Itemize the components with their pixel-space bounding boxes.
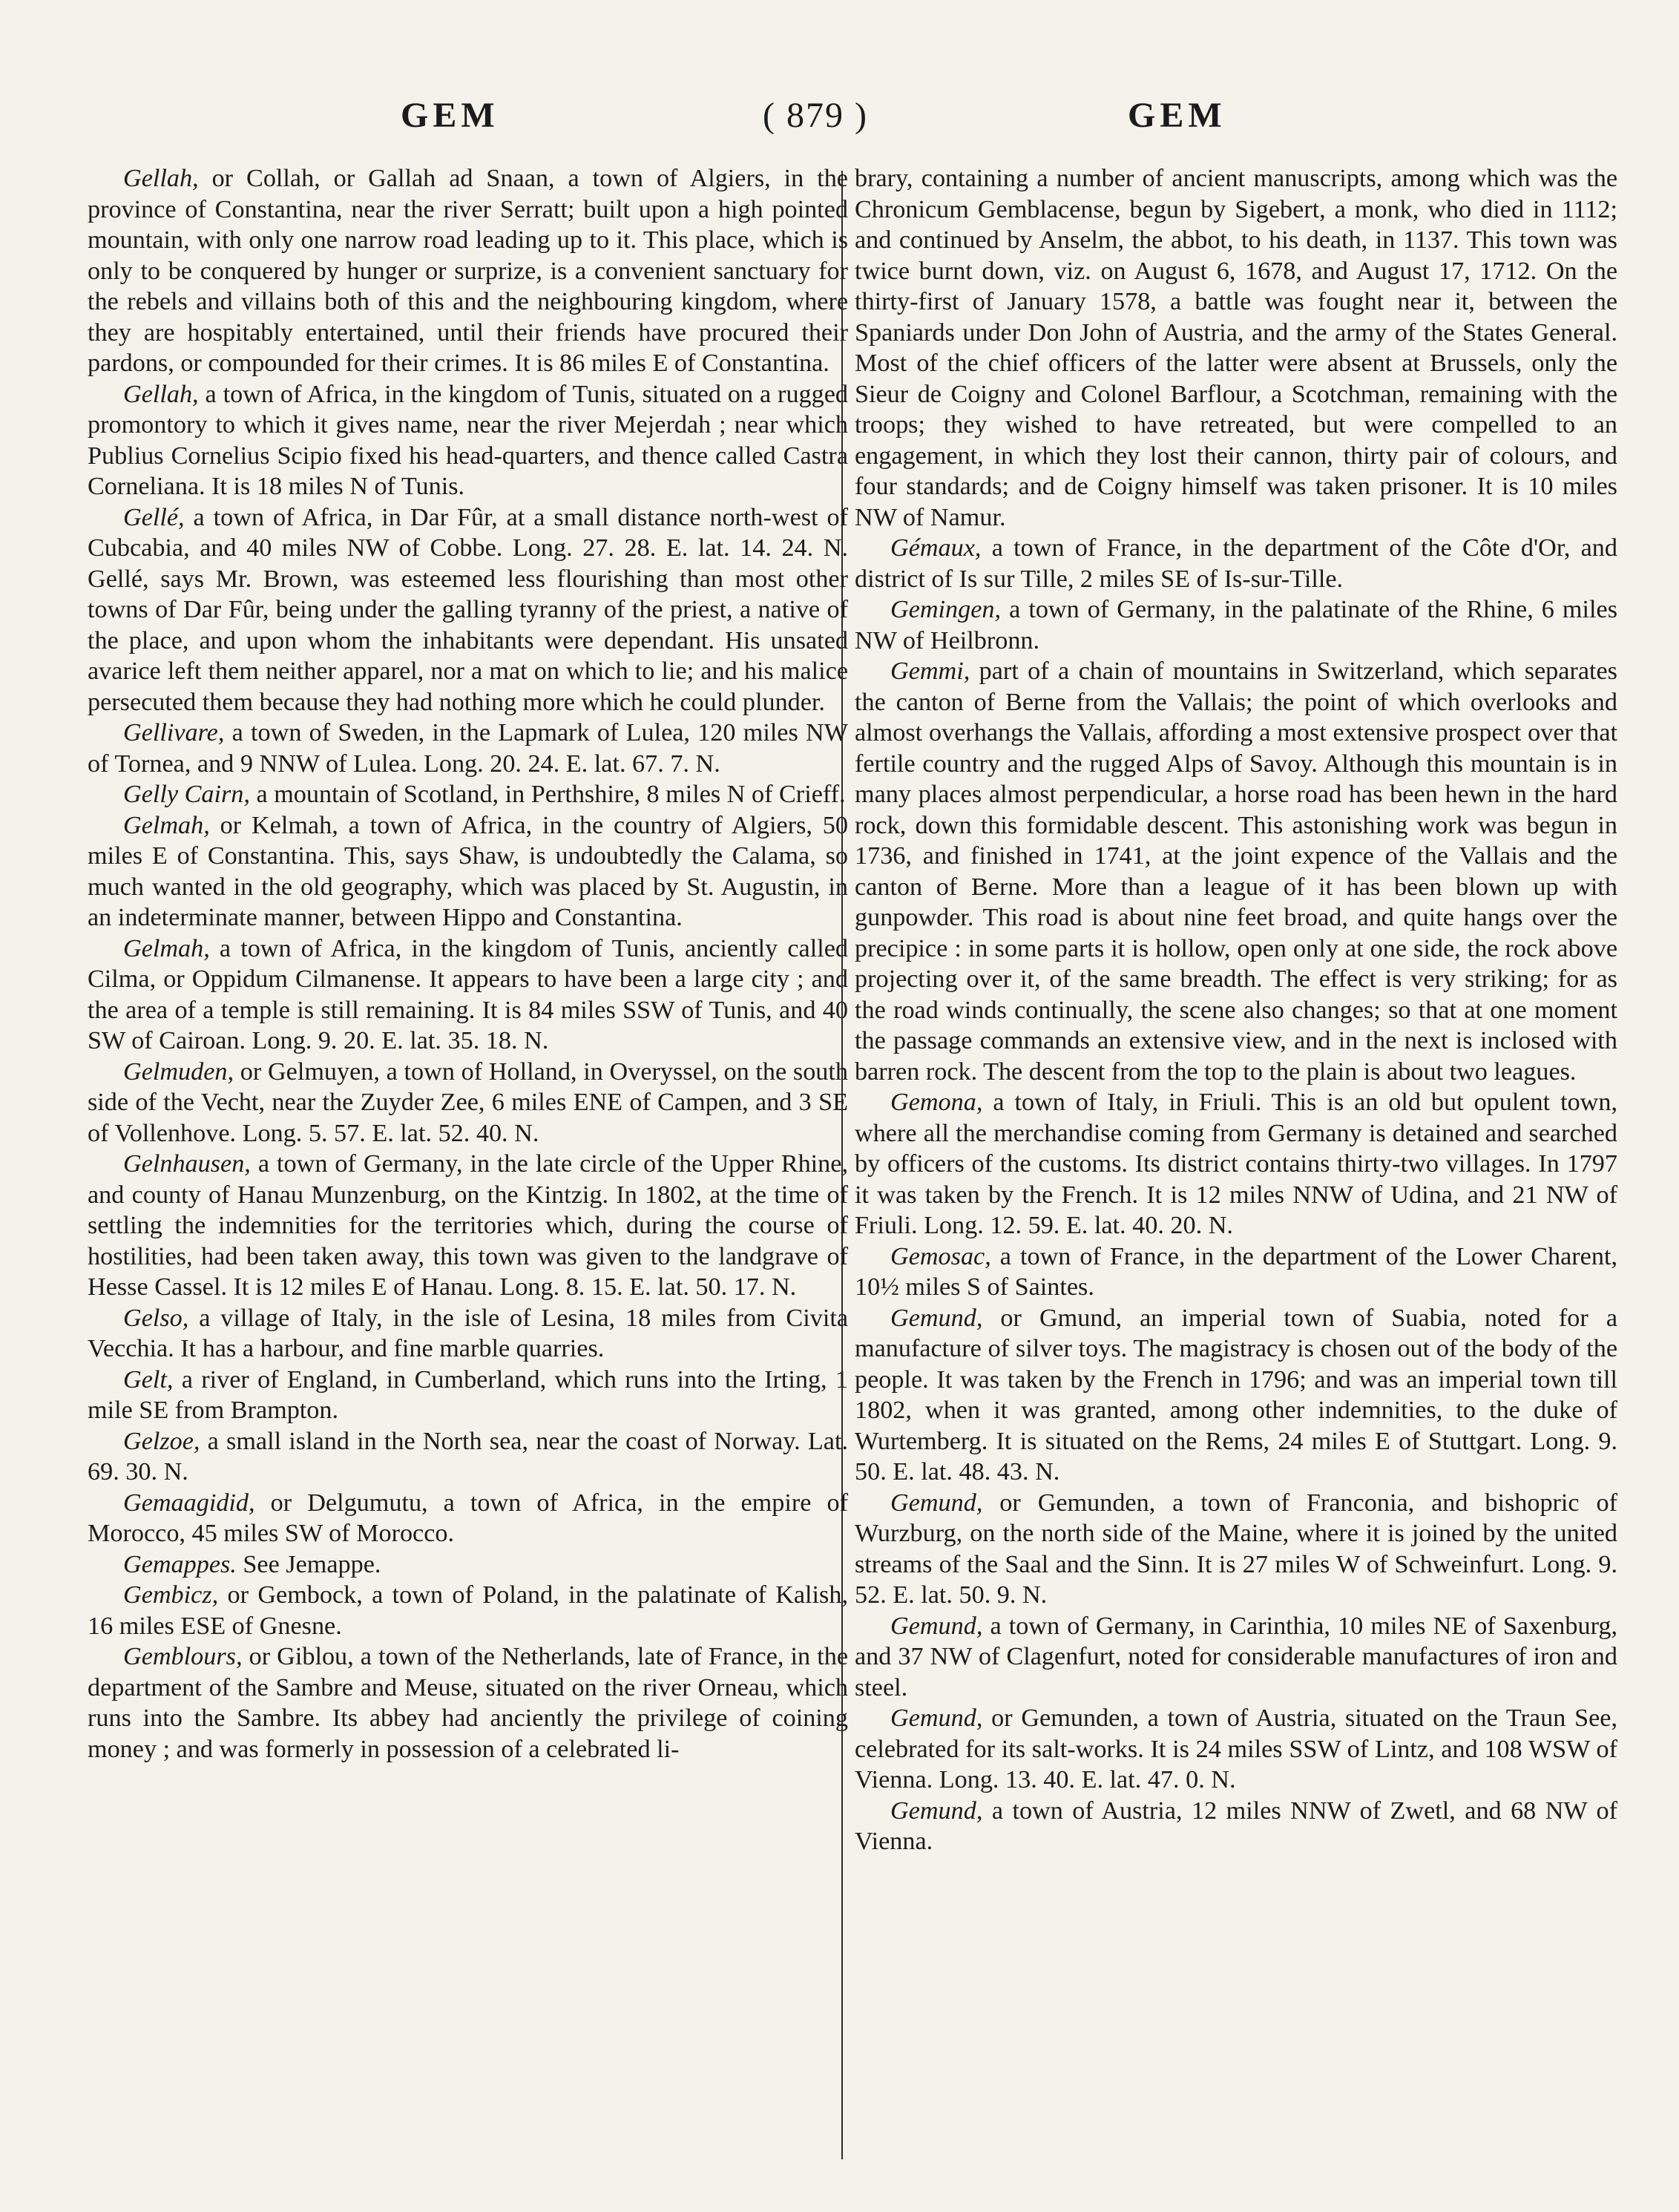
entry-headword: Gelmah, (123, 934, 210, 962)
entry-headword: Gelso, (123, 1304, 189, 1332)
entry (88, 810, 848, 933)
page-number: ( 879 ) (763, 96, 868, 135)
entry-headword: Gelly Cairn, (123, 781, 250, 808)
entry (88, 379, 848, 502)
entry (88, 779, 848, 810)
entry-headword: Gemaagidid, (123, 1489, 255, 1517)
entry-headword: Gembicz, (123, 1581, 219, 1609)
entry-headword: Gelnhausen, (123, 1150, 251, 1178)
entry-text: a town of Germany, in the late circle of the Upper Rhine, and county of Hanau Munzenburg, on the Kintzig. In 1802, at the time of settling the indemnities for the territories which, during the course of hostilities, had been taken away, this town was given to the landgrave of Hesse Cassel. It is 12 miles E of Hanau. Long. 8. 15. E. lat. 50. 17. N. (88, 1150, 848, 1301)
entry-headword: Gemingen, (890, 596, 1002, 623)
entry-headword: Gemmi, (890, 657, 970, 685)
entry-headword: Gelmah, (123, 811, 210, 839)
entry-headword: Gemosac, (890, 1242, 991, 1270)
entry-text: a village of Italy, in the isle of Lesina, 18 miles from Civita Vecchia. It has a harbour, and fine marble quarries. (88, 1304, 848, 1362)
entry (855, 1611, 1617, 1704)
entry (88, 1549, 848, 1581)
entry-headword: Gemona, (890, 1089, 983, 1116)
entry-headword: Gelmuden, (123, 1057, 234, 1086)
entry-text: a mountain of Scotland, in Perthshire, 8 miles N of Crieff. (249, 781, 846, 808)
entry (88, 1426, 848, 1488)
entry-text: or Gelmuyen, a town of Holland, in Overyssel, on the south side of the Vecht, near the Zuyder Zee, 6 miles ENE of Campen, and 3 SE of Vollenhove. Long. 5. 57. E. lat. 52. 40. N. (88, 1057, 848, 1147)
entry-headword: Gelt, (123, 1365, 174, 1394)
entry-headword: Gemappes. (123, 1550, 237, 1578)
entry-headword: Gemund, (890, 1612, 983, 1640)
entry (88, 1057, 848, 1149)
entry (855, 533, 1617, 594)
entry-text: or Gembock, a town of Poland, in the palatinate of Kalish, 16 miles ESE of Gnesne. (88, 1581, 848, 1640)
entry (88, 163, 848, 379)
entry-headword: Gémaux, (890, 534, 982, 562)
entry-text: part of a chain of mountains in Switzerland, which separates the canton of Berne from the Vallais; the point of which overlooks and almost overhangs the Vallais, affording a most extensive prospect over that fertile country and the rugged Alps of Savoy. Although this mountain is in many places almost perpendicular, a horse road has been hewn in the hard rock, down this formidable descent. This astonishing work was begun in 1736, and finished in 1741, at the joint expence of the Vallais and the canton of Berne. More than a league of it has been blown up with gunpowder. This road is about nine feet broad, and quite hangs over the precipice : in some parts it is hollow, open only at one side, the rock above projecting over it, of the same breadth. The effect is very striking; for as the road winds continually, the scene also changes; so that at one moment the passage commands an extensive view, and in the next is inclosed with barren rock. The descent from the top to the plain is about two leagues. (855, 657, 1617, 1086)
entry-text: a town of France, in the department of the Lower Charent, 10½ miles S of Saintes. (855, 1242, 1617, 1301)
right-column (855, 163, 1617, 1857)
entry (855, 1703, 1617, 1796)
entry (88, 718, 848, 779)
entry (88, 1365, 848, 1426)
entry-continued (855, 163, 1617, 533)
entry-text: or Delgumutu, a town of Africa, in the empire of Morocco, 45 miles SW of Morocco. (88, 1489, 848, 1547)
entry-headword: Gellé, (123, 503, 185, 531)
entry-text: a town of Italy, in Friuli. This is an old but opulent town, where all the merchandise coming from Germany is detained and searched by officers of the customs. Its district contains thirty-two villages. In 1797 it was taken by the French. It is 12 miles NNW of Udina, and 21 NW of Friuli. Long. 12. 59. E. lat. 40. 20. N. (855, 1089, 1617, 1239)
entry-headword: Gemund, (890, 1796, 983, 1825)
entry-text: or Giblou, a town of the Netherlands, late of France, in the department of the Sambre and Meuse, situated on the river Orneau, which runs into the Sambre. Its abbey had anciently the privilege of coining money ; and was formerly in possession of a celebrated li- (88, 1643, 848, 1763)
entry-text: a town of Germany, in the palatinate of the Rhine, 6 miles NW of Heilbronn. (855, 596, 1617, 654)
entry-text: a small island in the North sea, near the coast of Norway. Lat. 69. 30. N. (88, 1427, 848, 1486)
entry (855, 1796, 1617, 1857)
entry-headword: Gellivare, (123, 719, 225, 746)
entry-headword: Gemblours, (123, 1643, 243, 1670)
entry (88, 1149, 848, 1303)
header-left-term: GEM (401, 96, 499, 135)
entry (855, 1241, 1617, 1303)
entry-headword: Gellah, (123, 165, 199, 192)
entry-text: a town of Sweden, in the Lapmark of Lulea, 120 miles NW of Tornea, and 9 NNW of Lulea. Long. 20. 24. E. lat. 67. 7. N. (88, 719, 848, 778)
entry (88, 1641, 848, 1765)
entry-headword: Gemund, (890, 1304, 983, 1332)
entry-text: or Collah, or Gallah ad Snaan, a town of Algiers, in the province of Constantina, near the river Serratt; built upon a high pointed mountain, with only one narrow road leading up to it. This place, which is only to be conquered by hunger or surprize, is a convenient sanctuary for the rebels and villains both of this and the neighbouring kingdom, where they are hospitably entertained, until their friends have procured their pardons, or compounded for their crimes. It is 86 miles E of Constantina. (88, 165, 848, 377)
left-column (88, 163, 848, 1765)
entry-text: a river of England, in Cumberland, which runs into the Irting, 1 mile SE from Brampton. (88, 1365, 848, 1424)
entry-text: brary, containing a number of ancient manuscripts, among which was the Chronicum Gemblacense, begun by Sigebert, a monk, who died in 1112; and continued by Anselm, the abbot, to his death, in 1137. This town was twice burnt down, viz. on August 6, 1678, and August 17, 1712. On the thirty-first of January 1578, a battle was fought near it, between the Spaniards under Don John of Austria, and the army of the States General. Most of the chief officers of the latter were absent at Brussels, only the Sieur de Coigny and Colonel Barflour, a Scotchman, remaining with the troops; they wished to have retreated, but were compelled to an engagement, in which they lost their cannon, thirty pair of colours, and four standards; and de Coigny himself was taken prisoner. It is 10 miles NW of Namur. (855, 165, 1617, 531)
entry-text: or Gmund, an imperial town of Suabia, noted for a manufacture of silver toys. The magistracy is chosen out of the body of the people. It was taken by the French in 1796; and was an imperial town till 1802, when it was granted, among other indemnities, to the duke of Wurtemberg. It is situated on the Rems, 24 miles E of Stuttgart. Long. 9. 50. E. lat. 48. 43. N. (855, 1304, 1617, 1486)
entry (855, 1087, 1617, 1241)
entry-text: See Jemappe. (236, 1550, 381, 1578)
entry-text: or Gemunden, a town of Franconia, and bishopric of Wurzburg, on the north side of the Maine, where it is joined by the united streams of the Saal and the Sinn. It is 27 miles W of Schweinfurt. Long. 9. 52. E. lat. 50. 9. N. (855, 1489, 1617, 1609)
entry (855, 1488, 1617, 1611)
entry-text: a town of Africa, in Dar Fûr, at a small distance north-west of Cubcabia, and 40 miles NW of Cobbe. Long. 27. 28. E. lat. 14. 24. N. Gellé, says Mr. Brown, was esteemed less flourishing than most other towns of Dar Fûr, being under the galling tyranny of the priest, a native of the place, and upon whom the inhabitants were dependant. His unsated avarice left them neither apparel, nor a mat on which to lie; and his malice persecuted them because they had nothing more which he could plunder. (88, 503, 848, 716)
entry-text: or Gemunden, a town of Austria, situated on the Traun See, celebrated for its salt-works. It is 24 miles SSW of Lintz, and 108 WSW of Vienna. Long. 13. 40. E. lat. 47. 0. N. (855, 1704, 1617, 1793)
entry (88, 502, 848, 718)
entry-headword: Gelzoe, (123, 1427, 200, 1455)
entry-text: a town of Austria, 12 miles NNW of Zwetl, and 68 NW of Vienna. (855, 1796, 1617, 1855)
entry (855, 656, 1617, 1087)
entry (88, 1303, 848, 1365)
entry (88, 1580, 848, 1641)
entry (88, 933, 848, 1057)
entry-headword: Gellah, (123, 380, 199, 408)
entry-text: a town of Germany, in Carinthia, 10 miles NE of Saxenburg, and 37 NW of Clagenfurt, noted for considerable manufactures of iron and steel. (855, 1612, 1617, 1701)
entry-text: a town of France, in the department of the Côte d'Or, and district of Is sur Tille, 2 miles SE of Is-sur-Tille. (855, 534, 1617, 593)
entry-text: or Kelmah, a town of Africa, in the country of Algiers, 50 miles E of Constantina. This, says Shaw, is undoubtedly the Calama, so much wanted in the old geography, which was placed by St. Augustin, in an indeterminate manner, between Hippo and Constantina. (88, 811, 848, 931)
entry (88, 1488, 848, 1549)
entry (855, 594, 1617, 656)
entry-text: a town of Africa, in the kingdom of Tunis, situated on a rugged promontory to which it gives name, near the river Mejerdah ; near which Publius Cornelius Scipio fixed his head-quarters, and thence called Castra Corneliana. It is 18 miles N of Tunis. (88, 380, 848, 500)
entry-headword: Gemund, (890, 1704, 983, 1732)
header-right-term: GEM (1128, 96, 1226, 135)
page-header (0, 95, 1679, 147)
entry-headword: Gemund, (890, 1489, 983, 1517)
entry (855, 1303, 1617, 1488)
entry-text: a town of Africa, in the kingdom of Tunis, anciently called Cilma, or Oppidum Cilmanense. It appears to have been a large city ; and the area of a temple is still remaining. It is 84 miles SSW of Tunis, and 40 SW of Cairoan. Long. 9. 20. E. lat. 35. 18. N. (88, 934, 848, 1054)
